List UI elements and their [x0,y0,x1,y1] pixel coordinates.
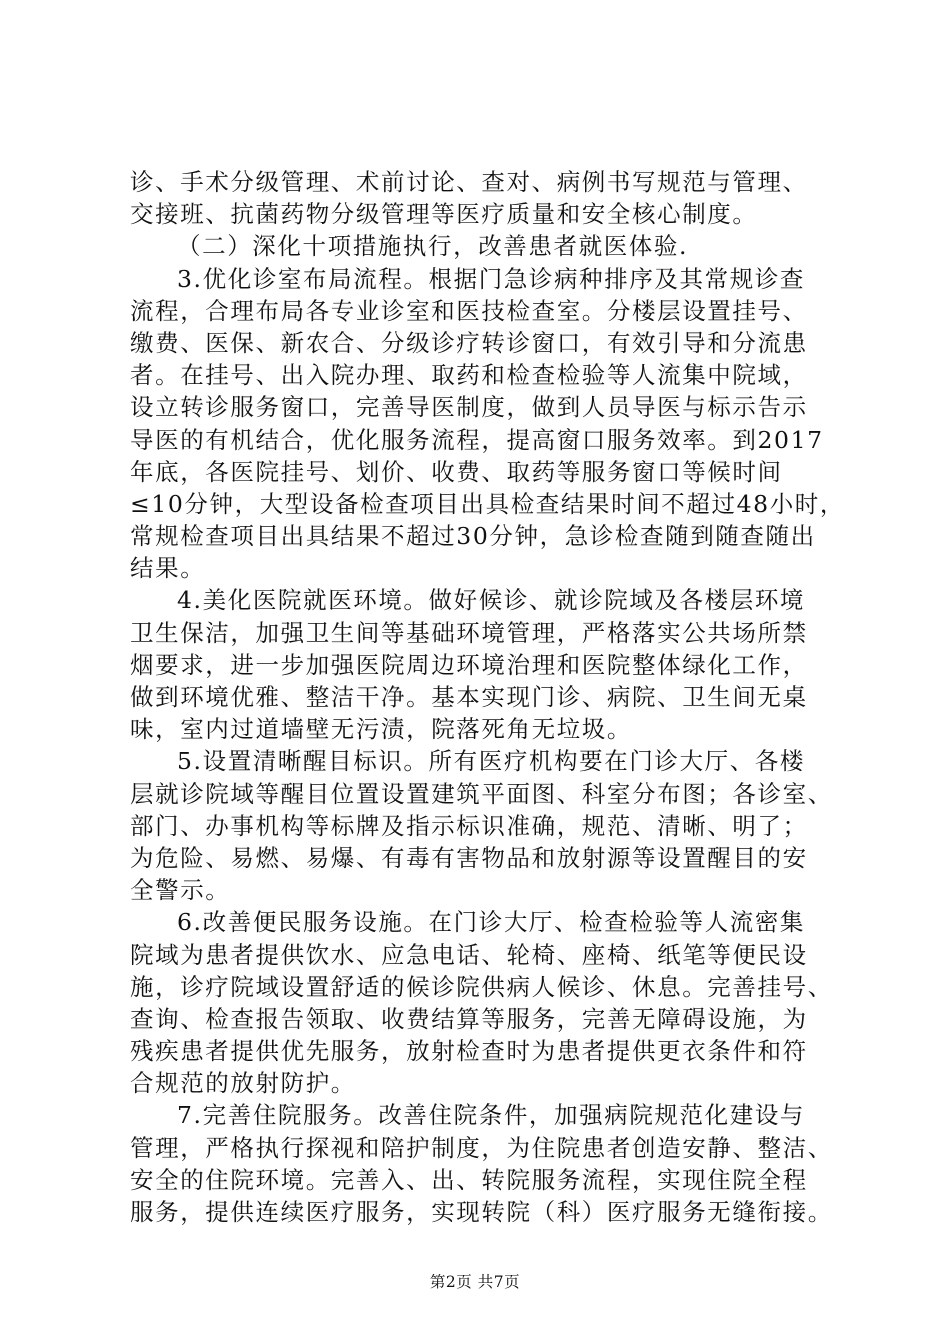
text-line: 施，诊疗院域设置舒适的候诊院供病人候诊、休息。完善挂号、 [130,972,833,1001]
text-line: 年底，各医院挂号、划价、收费、取药等服务窗口等候时间 [130,457,783,486]
text-line: 7.完善住院服务。改善住院条件，加强病院规范化建设与 [177,1101,806,1130]
text-line: 6.改善便民服务设施。在门诊大厅、检查检验等人流密集 [177,908,806,937]
text-line: 卫生保洁，加强卫生间等基础环境管理，严格落实公共场所禁 [130,618,808,647]
text-line: 味，室内过道墙壁无污渍，院落死角无垃圾。 [130,715,632,744]
text-line: 导医的有机结合，优化服务流程，提高窗口服务效率。到2017 [130,425,824,454]
text-line: 诊、手术分级管理、术前讨论、查对、病例书写规范与管理、 [130,168,808,196]
text-line: 部门、办事机构等标牌及指示标识准确，规范、清晰、明了； [130,811,808,840]
text-line: 结果。 [130,554,206,583]
text-line: （二）深化十项措施执行，改善患者就医体验. [177,232,689,261]
page-footer: 第2页 共7页 [429,1273,521,1291]
text-line: 5.设置清晰醒目标识。所有医疗机构要在门诊大厅、各楼 [177,747,806,776]
text-line: 服务，提供连续医疗服务，实现转院（科）医疗服务无缝衔接。 [130,1198,833,1226]
text-line: 院域为患者提供饮水、应急电话、轮椅、座椅、纸笔等便民设 [130,940,808,969]
text-line: 管理，严格执行探视和陪护制度，为住院患者创造安静、整洁、 [130,1133,833,1162]
text-line: 交接班、抗菌药物分级管理等医疗质量和安全核心制度。 [130,200,758,229]
text-line: 者。在挂号、出入院办理、取药和检查检验等人流集中院域， [130,361,808,390]
text-line: 缴费、医保、新农合、分级诊疗转诊窗口，有效引导和分流患 [130,328,808,357]
text-line: 合规范的放射防护。 [130,1069,356,1098]
text-line: 流程，合理布局各专业诊室和医技检查室。分楼层设置挂号、 [130,296,808,325]
text-line: 残疾患者提供优先服务，放射检查时为患者提供更衣条件和符 [130,1037,808,1066]
text-line: 4.美化医院就医环境。做好候诊、就诊院域及各楼层环境 [177,586,806,615]
text-line: ≤10分钟，大型设备检查项目出具检查结果时间不超过48小时， [130,489,845,518]
text-line: 常规检查项目出具结果不超过30分钟，急诊检查随到随查随出 [130,522,816,551]
text-line: 查询、检查报告领取、收费结算等服务，完善无障碍设施，为 [130,1004,808,1033]
text-line: 烟要求，进一步加强医院周边环境治理和医院整体绿化工作， [130,650,808,679]
text-line: 做到环境优雅、整洁干净。基本实现门诊、病院、卫生间无桌 [130,683,808,711]
text-line: 为危险、易燃、易爆、有毒有害物品和放射源等设置醒目的安 [130,843,808,872]
text-line: 3.优化诊室布局流程。根据门急诊病种排序及其常规诊查 [177,264,806,293]
text-line: 设立转诊服务窗口，完善导医制度，做到人员导医与标示告示 [130,393,808,422]
text-line: 层就诊院域等醒目位置设置建筑平面图、科室分布图；各诊室、 [130,779,833,808]
text-line: 安全的住院环境。完善入、出、转院服务流程，实现住院全程 [130,1165,808,1194]
body-text [130,166,845,1228]
text-line: 全警示。 [130,876,231,905]
